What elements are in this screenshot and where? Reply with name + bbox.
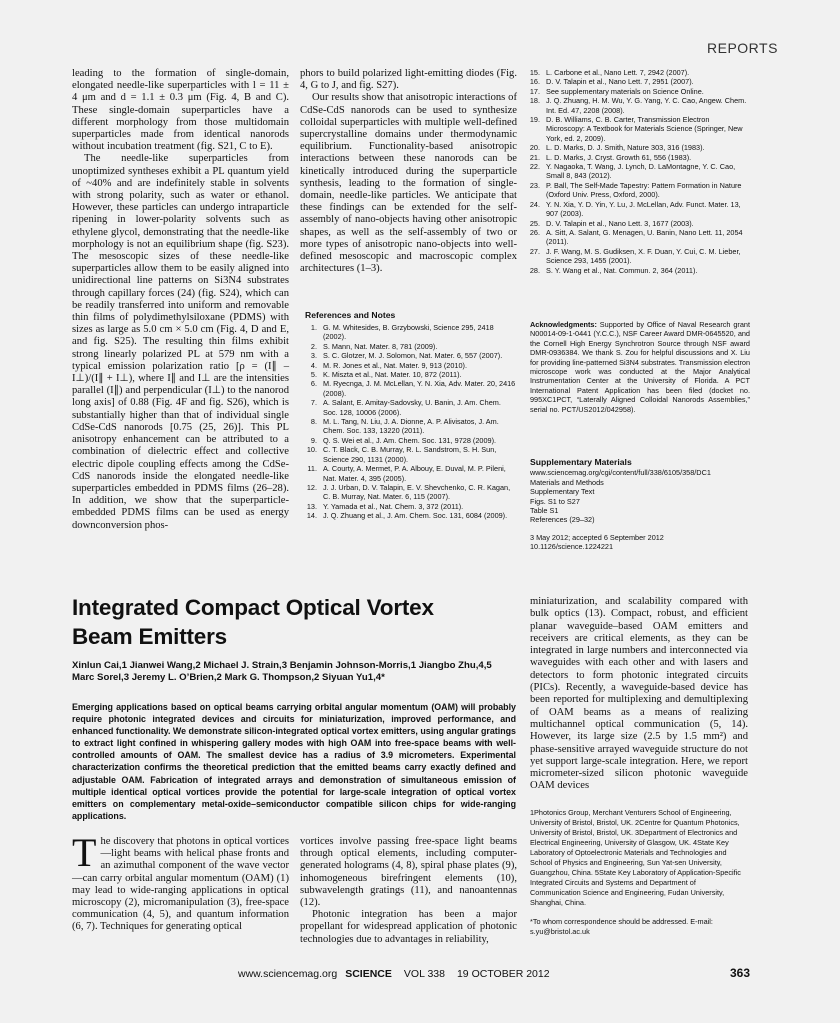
reference-number: 12. (306, 482, 317, 492)
supp-line: Table S1 (530, 506, 559, 516)
article-col2-text: vortices involve passing free-space light beams through optical elements, including computer-generated holograms (4, 8), spiral phase plates (9), inhomogeneous birefringent elements (10), subwavelength gratings (11), and nanoantennas (12). (300, 836, 517, 909)
reference-number: 3. (310, 351, 317, 361)
col2-paragraph: phors to build polarized light-emitting diodes (Fig. 4, G to J, and fig. S27). (300, 68, 517, 92)
author-line: Xinlun Cai,1 Jianwei Wang,2 Michael J. Strain,3 Benjamin Johnson-Morris,1 Jiangbo Zhu,4,5 (72, 660, 492, 671)
reference-number: 21. (529, 152, 540, 162)
reference-number: 20. (529, 143, 540, 153)
reference-text: L. D. Marks, D. J. Smith, Nature 303, 316 (1983). (546, 143, 705, 153)
col1-top (72, 68, 289, 532)
reference-number: 19. (529, 115, 540, 125)
reference-number: 26. (529, 227, 540, 237)
supp-line: References (29–32) (530, 515, 595, 525)
reference-text: D. V. Talapin et al., Nano Lett. 7, 2951 (2007). (546, 77, 694, 87)
reference-number: 10. (306, 445, 317, 455)
authors (72, 660, 522, 684)
reference-item (528, 96, 750, 115)
references-list (305, 323, 517, 521)
reference-text: Y. N. Xia, Y. D. Yin, Y. Lu, J. McLellan, Adv. Funct. Mater. 13, 907 (2003). (546, 199, 741, 219)
ack-label: Acknowledgments: (530, 320, 597, 329)
abstract: Emerging applications based on optical beams carrying orbital angular momentum (OAM) will probably require photonic integrated devices and circuits for miniaturization, improved performance, and enhanced functionality. We demonstrate silicon-integrated optical vortex emitters, using angular gratings to extract light confined in whispering gallery modes with high OAM into free-space beams with well-controlled amounts of OAM. The smallest device has a radius of 3.9 micrometers. Experimental characterization confirms the theoretical prediction that the emitted beams carry exactly defined and adjustable OAM. Fabrication of integrated arrays and demonstration of simultaneous emission of multiple identical optical vortices provide the potential for large-scale integration of optical vortex emitters on complementary metal-oxide–semiconductor compatible silicon chips for wide-ranging applications. (72, 702, 516, 821)
doi: 10.1126/science.1224221 (530, 542, 614, 552)
reference-number: 6. (310, 379, 317, 389)
reference-item (305, 342, 517, 351)
reference-number: 15. (529, 68, 540, 77)
references-block-continued (528, 68, 750, 275)
col1-paragraph: leading to the formation of single-domain, elongated needle-like superparticles with l = 11 ± 4 μm and d = 1.1 ± 0.3 μm (Fig. 4, B and C). These single-domain superparticles have a different morphology from those multidomain superparticles made from identical nanorods without incubation treatment (fig. S21, C to E). (72, 68, 289, 153)
reference-text: S. C. Glotzer, M. J. Solomon, Nat. Mater. 6, 557 (2007). (323, 351, 503, 361)
reference-item (305, 436, 517, 445)
page-number: 363 (729, 966, 750, 980)
reference-item (528, 266, 750, 275)
supp-line: Supplementary Text (530, 487, 595, 497)
references-heading: References and Notes (305, 310, 396, 320)
reference-number: 16. (529, 77, 540, 87)
reference-text: See supplementary materials on Science Online. (546, 86, 704, 96)
reference-item (305, 361, 517, 370)
supplementary-materials (530, 458, 750, 552)
reference-number: 25. (529, 218, 540, 228)
reference-text: A. Courty, A. Mermet, P. A. Albouy, E. Duval, M. P. Pileni, Nat. Mater. 4, 395 (2005). (323, 464, 506, 483)
reference-text: M. L. Tang, N. Liu, J. A. Dionne, A. P. Alivisatos, J. Am. Chem. Soc. 133, 13220 (2011). (323, 417, 499, 436)
reference-text: P. Ball, The Self-Made Tapestry: Pattern Formation in Nature (Oxford Univ. Press, Oxford, 2000). (546, 180, 742, 200)
reference-item (305, 483, 517, 502)
reference-item (528, 200, 750, 219)
reference-item (528, 77, 750, 86)
reference-item (528, 153, 750, 162)
reference-text: C. T. Black, C. B. Murray, R. L. Sandstrom, S. H. Sun, Science 290, 1131 (2000). (323, 445, 497, 464)
reference-item (305, 502, 517, 511)
article-right-column: miniaturization, and scalability compared with bulk optics (13). Compact, robust, and efficient planar waveguide–based OAM emitters and receivers are critical elements, as they can be integrated in large numbers and interconnected via waveguides with each other and with lasers and detectors to form photonic integrated circuits (PICs). Recently, a waveguide-based device has been reported for multiplexing and demultiplexing of OAM beams as a means of realizing multichannel optical communication (5, 14). However, its large size (2.5 by 1.5 mm²) and phase-sensitive arrayed waveguide structure do not yet support large-scale integration. Here, we report micrometer-sized silicon photonic waveguide OAM devices (530, 596, 748, 792)
reference-number: 5. (310, 370, 317, 380)
reference-text: L. D. Marks, J. Cryst. Growth 61, 556 (1983). (546, 152, 692, 162)
supp-line: www.sciencemag.org/cgi/content/full/338/6105/358/DC1 (530, 468, 711, 478)
reference-text: M. Ryecnga, J. M. McLellan, Y. N. Xia, Adv. Mater. 20, 2416 (2008). (323, 379, 516, 398)
reference-text: D. B. Williams, C. B. Carter, Transmission Electron Microscopy: A Textbook for Materials Science (Springer, New York, ed. 2, 2009). (546, 115, 743, 143)
reference-number: 8. (310, 417, 317, 427)
reference-item (305, 370, 517, 379)
ack-text: Supported by Office of Naval Research grant N00014-09-1-0441 (Y.C.C.), NSF Career Award DMR-0645520, and the Cornell High Energy Synchrotron Source through NSF award DMR-0936384. We thank S. Zou for helpful discussions and X. Liu for providing line-patterned Si3N4 substrates. Transmission electron microscope work was conducted at the Major Analytical Instrumentation Center at the University of Florida. A PCT International Patent Application has been filed (docket no. 995XC1PCT, “Laterally Aligned Colloidal Nanorods Assemblies,” serial no. PCT/US2012/042958). (530, 320, 750, 414)
title-line: Beam Emitters (72, 624, 227, 649)
reference-number: 9. (310, 435, 317, 445)
reference-item (305, 511, 517, 520)
reference-item (528, 68, 750, 77)
reference-text: J. Q. Zhuang, H. M. Wu, Y. G. Yang, Y. C. Cao, Angew. Chem. Int. Ed. 47, 2208 (2008). (546, 96, 747, 115)
reference-text: A. Salant, E. Amitay-Sadovsky, U. Banin, J. Am. Chem. Soc. 128, 10006 (2006). (323, 398, 501, 417)
reference-number: 4. (310, 360, 317, 370)
received-date: 3 May 2012; accepted 6 September 2012 (530, 532, 664, 542)
references-block (305, 310, 517, 521)
reference-number: 28. (529, 265, 540, 275)
reference-number: 27. (529, 246, 540, 256)
reference-item (305, 445, 517, 464)
reference-text: L. Carbone et al., Nano Lett. 7, 2942 (2007). (546, 68, 690, 77)
reference-item (305, 417, 517, 436)
reference-number: 1. (310, 323, 317, 332)
section-label: REPORTS (707, 40, 778, 56)
author-line: Marc Sorel,3 Jeremy L. O’Brien,2 Mark G. Thompson,2 Siyuan Yu1,4* (72, 672, 385, 684)
reference-item (528, 181, 750, 200)
reference-text: A. Sitt, A. Salant, G. Menagen, U. Banin, Nano Lett. 11, 2054 (2011). (546, 227, 743, 247)
reference-item (305, 464, 517, 483)
reference-text: J. J. Urban, D. V. Talapin, E. V. Shevchenko, C. R. Kagan, C. B. Murray, Nat. Mater. 6, 115 (2007). (323, 482, 511, 502)
reference-text: D. V. Talapin et al., Nano Lett. 3, 1677 (2003). (546, 218, 694, 228)
article-col1-text: he discovery that photons in optical vortices—light beams with helical phase fronts and an azimuthal component of the wave vector—can carry orbital angular momentum (OAM) (1) may lead to wide-ranging applications in optical microscopy (2), micromanipulation (3), free-space communication (4, 5), and quantum information (6, 7). Techniques for generating optical (72, 836, 289, 933)
references-list (528, 68, 750, 275)
reference-text: Y. Nagaoka, T. Wang, J. Lynch, D. LaMontagne, Y. C. Cao, Small 8, 843 (2012). (546, 162, 736, 181)
reference-text: Y. Yamada et al., Nat. Chem. 3, 372 (2011). (323, 501, 464, 511)
reference-item (528, 87, 750, 96)
footer-journal: SCIENCE (345, 968, 392, 980)
reference-text: K. Miszta et al., Nat. Mater. 10, 872 (2011). (323, 370, 462, 380)
reference-text: J. F. Wang, M. S. Gudiksen, X. F. Duan, Y. Cui, C. M. Lieber, Science 293, 1455 (2001). (546, 246, 741, 266)
reference-text: J. Q. Zhuang et al., J. Am. Chem. Soc. 131, 6084 (2009). (323, 511, 508, 521)
reference-item (305, 323, 517, 342)
reference-number: 11. (307, 464, 317, 474)
footer-url: www.sciencemag.org (238, 968, 338, 980)
reference-text: M. R. Jones et al., Nat. Mater. 9, 913 (2010). (323, 360, 467, 370)
reference-item (528, 228, 750, 247)
reference-item (528, 247, 750, 266)
reference-text: Q. S. Wei et al., J. Am. Chem. Soc. 131, 9728 (2009). (323, 435, 497, 445)
reference-number: 17. (529, 86, 540, 96)
affiliations: 1Photonics Group, Merchant Venturers School of Engineering, University of Bristol, Bristol, UK. 2Centre for Quantum Photonics, University of Bristol, Bristol, UK. 3Department of Electronics and Electrical Engineering, University of Glasgow, UK. 4State Key Laboratory of Optoelectronic Materials and Technologies and School of Physics and Engineering, Sun Yat-sen University, Guangzhou, China. 5State Key Laboratory of Application-Specific Integrated Circuits and Systems and Department of Communication Science and Engineering, Fudan University, Shanghai, China. (530, 808, 741, 907)
supp-line: Figs. S1 to S27 (530, 496, 580, 506)
article-col2-text-b: Photonic integration has been a major propellant for widespread application of photonic technologies due to advantages in reliability, (300, 909, 517, 945)
reference-item (528, 143, 750, 152)
article-col1 (72, 830, 289, 934)
reference-number: 24. (529, 199, 540, 209)
reference-number: 13. (306, 501, 317, 511)
supp-heading: Supplementary Materials (530, 457, 632, 467)
footer-date: 19 OCTOBER 2012 (456, 968, 550, 980)
col2-paragraph: Our results show that anisotropic interactions of CdSe-CdS nanorods can be used to synthesize colloidal superparticles with multiple well-defined supercrystalline domains under thermodynamic equilibrium. Functionality-based anisotropic interactions between these nanorods can be kinetically introduced during the superparticle synthesis, leading to the formation of single-domain, needle-like particles. We anticipate that these findings can be extended for the self-assembly of nano-objects having other anisotropic shapes, as well as the self-assembly of two or more types of anisotropic nano-objects into well-defined mesoscopic and macroscopic complex architectures (1–3). (300, 92, 517, 275)
col2-top (300, 68, 517, 275)
title-line: Integrated Compact Optical Vortex (72, 595, 434, 620)
reference-number: 23. (529, 180, 540, 190)
correspondence: *To whom correspondence should be addressed. E-mail: s.yu@bristol.ac.uk (530, 917, 713, 936)
reference-item (305, 379, 517, 398)
drop-cap: T (72, 830, 97, 875)
reference-item (528, 219, 750, 228)
reference-item (528, 162, 750, 181)
reference-number: 22. (529, 162, 540, 172)
reference-number: 14. (306, 511, 317, 521)
reference-number: 2. (310, 341, 317, 351)
article-col2 (300, 836, 517, 946)
reference-number: 18. (529, 96, 540, 106)
reference-text: S. Y. Wang et al., Nat. Commun. 2, 364 (2011). (546, 265, 698, 275)
footer (238, 966, 750, 980)
reference-item (305, 398, 517, 417)
reference-text: G. M. Whitesides, B. Grzybowski, Science 295, 2418 (2002). (323, 323, 494, 342)
reference-text: S. Mann, Nat. Mater. 8, 781 (2009). (323, 341, 438, 351)
footer-volume: VOL 338 (403, 968, 445, 980)
reference-number: 7. (310, 398, 317, 408)
acknowledgments (530, 320, 750, 414)
supp-line: Materials and Methods (530, 477, 604, 487)
article-title (72, 593, 522, 651)
col1-paragraph: The needle-like superparticles from unoptimized syntheses exhibit a PL quantum yield of ~40% and are indefinitely stable in solvents with strong polarity, such as water or ethanol. However, these particles can undergo intraparticle ripening in lower-polarity solvents such as ethylene glycol, demonstrating that the needle-like morphology is not an equilibrium shape (fig. S23). The mesoscopic sizes of these needle-like superparticles allow them to be easily aligned into unidirectional line patterns on Si3N4 substrates through capillary forces (24) (fig. S24), which can be readily transferred into uniform and removable thin films of polydimethylsiloxane (PDMS) with sizes as large as 5.0 cm × 5.0 cm (Fig. 4, D and E, and fig. S25). The resulting thin films exhibit strong linearly polarized PL at 579 nm with a typical emission polarization ratio [ρ = (I∥ – I⊥)/(I∥ + I⊥), where I∥ and I⊥ are the intensities parallel (I∥) and perpendicular (I⊥) to the nanorod long axis] of 0.88 (Fig. 4F and fig. S26), which is substantially higher than that of individual single CdSe-CdS nanorods [0.75 (25, 26)]. This PL anisotropy enhancement can be attributed to a combination of dielectric effect and collective electric dipole coupling effects among the CdSe-CdS nanorods inside the elongated needle-like superparticles embedded in PDMS films (26–28). In addition, we show that the superparticle-embedded PDMS films can be used as energy downconversion phos- (72, 153, 289, 531)
reference-item (528, 115, 750, 143)
reference-item (305, 351, 517, 360)
